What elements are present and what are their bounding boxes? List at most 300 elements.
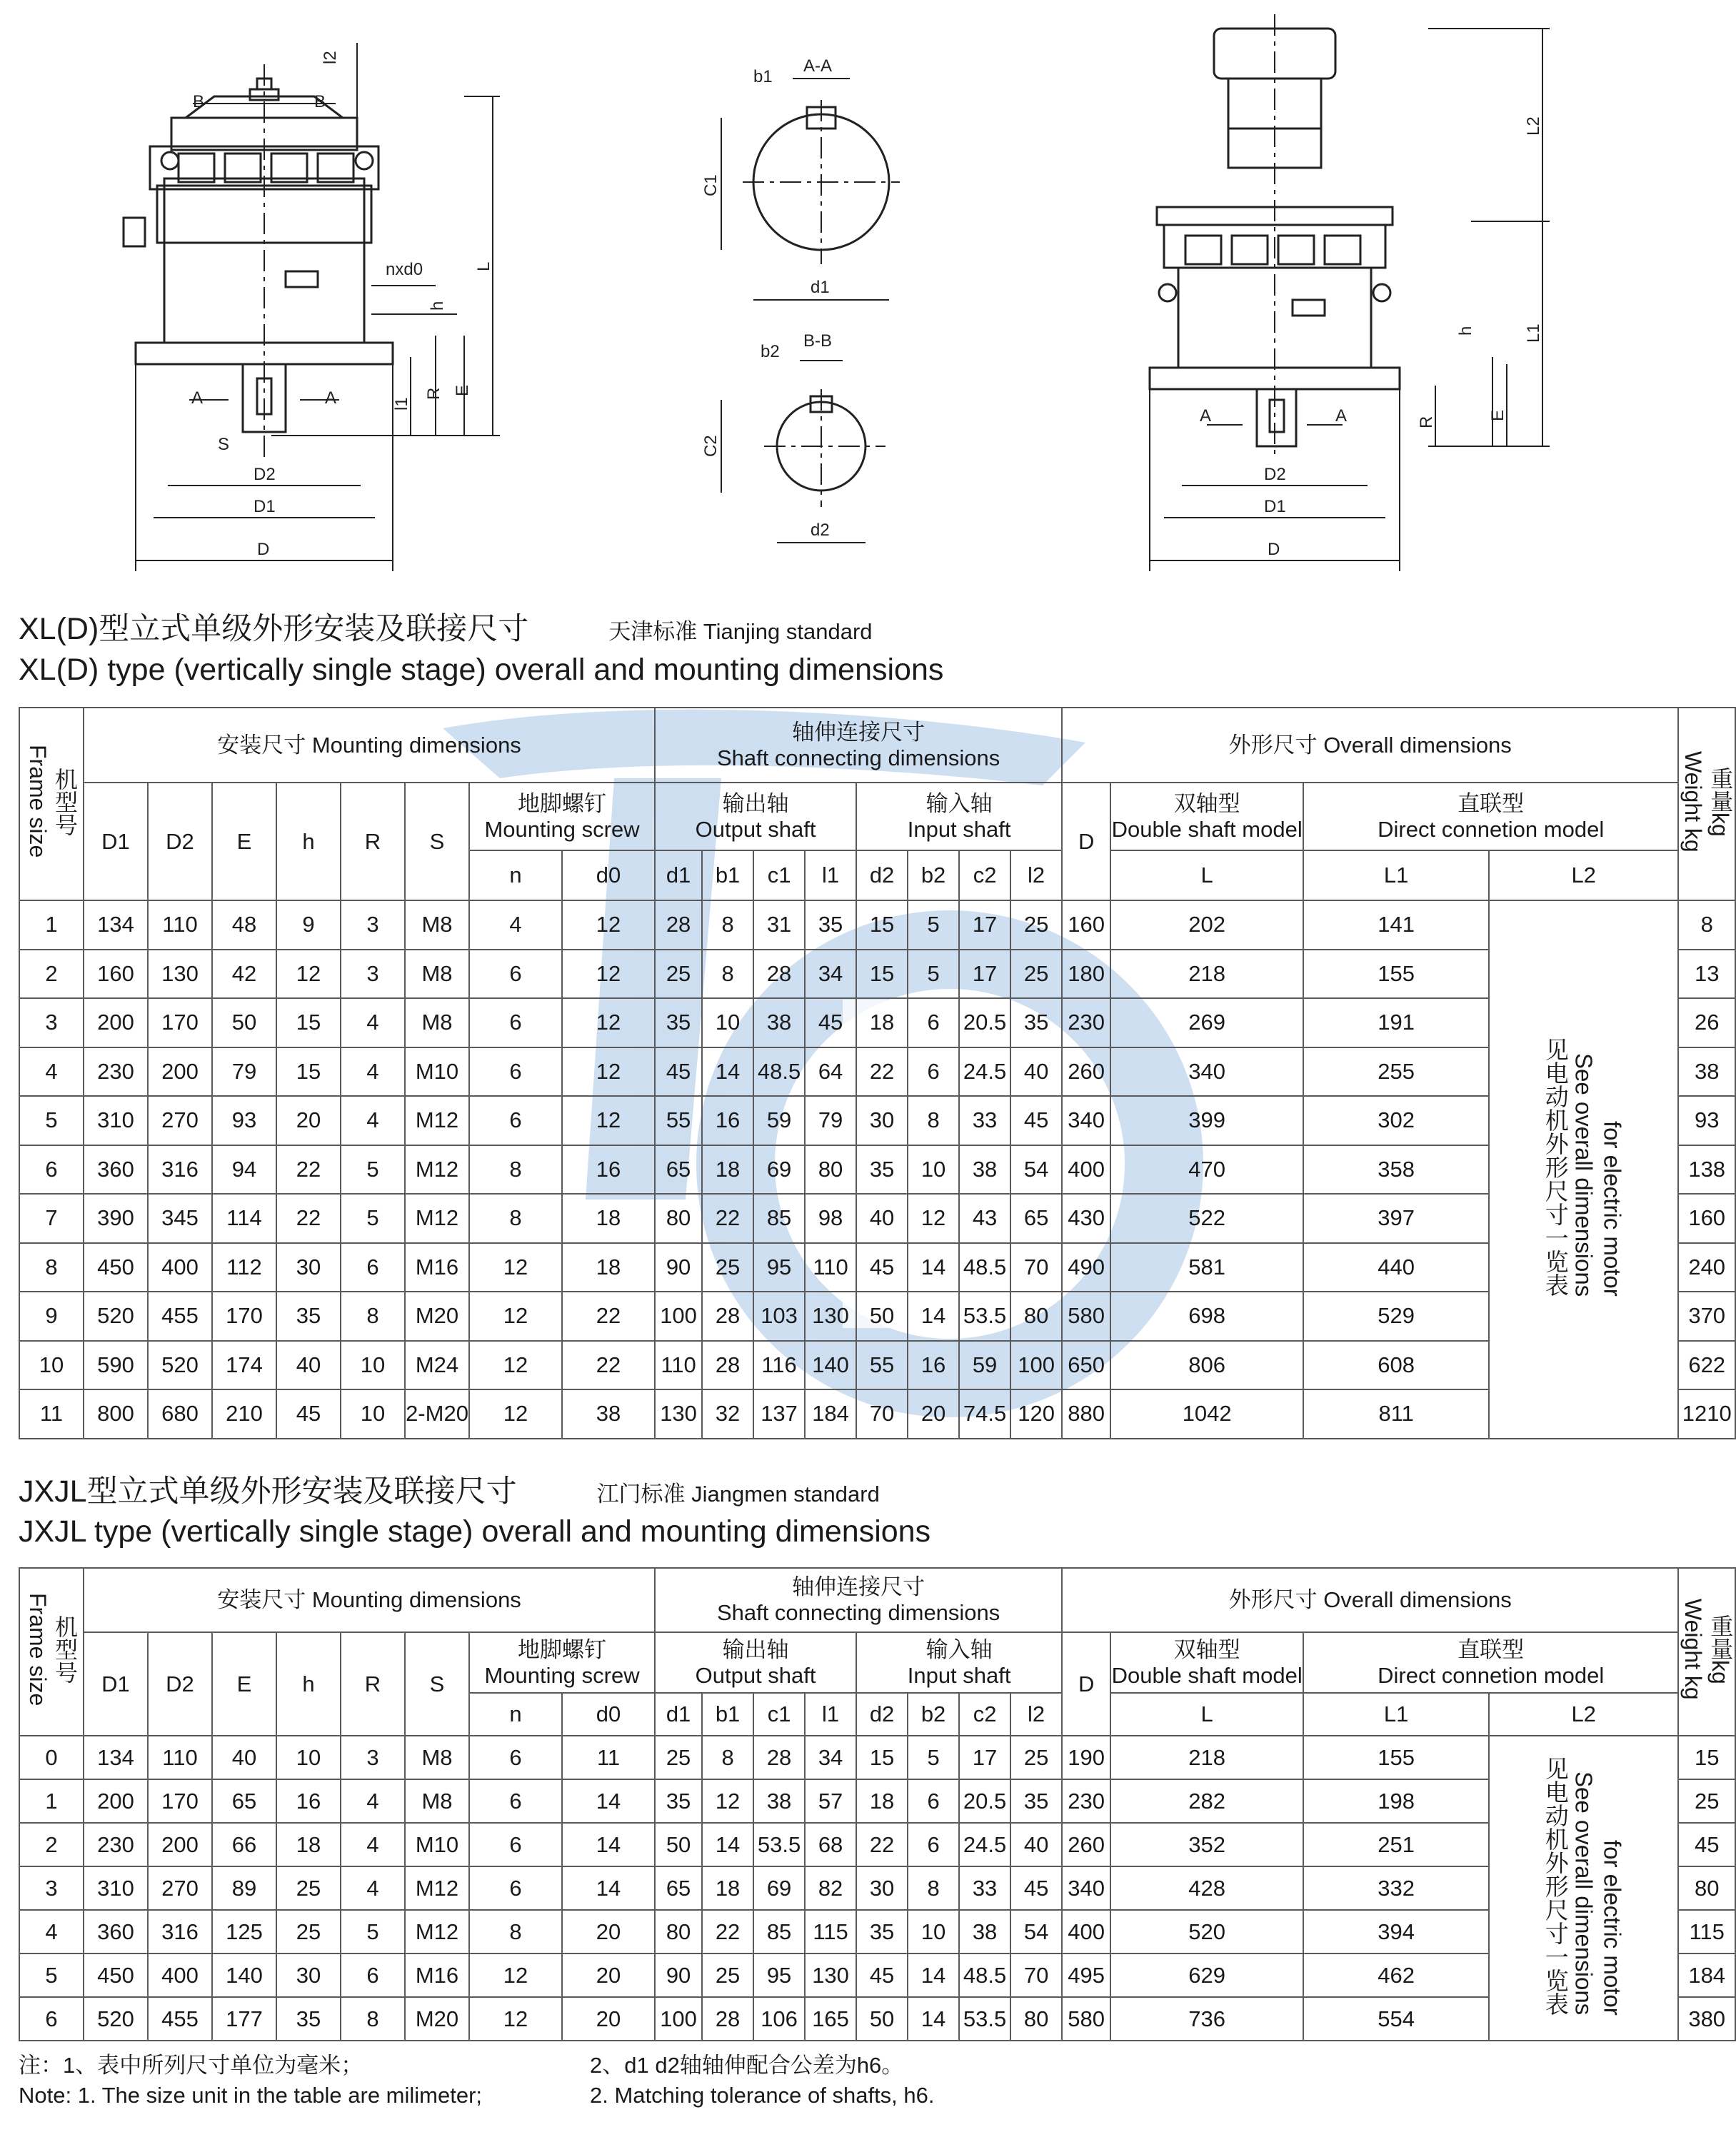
double-header (1110, 783, 1303, 850)
table-cell: 218 (1110, 950, 1303, 999)
table-cell: 251 (1303, 1823, 1489, 1866)
table-cell: 240 (1678, 1243, 1735, 1292)
table-cell: 53.5 (959, 1292, 1010, 1341)
table-cell: 22 (856, 1047, 908, 1097)
table-cell: 80 (1010, 1997, 1062, 2041)
table-cell: 12 (469, 1243, 562, 1292)
label-a-left-right: A (1200, 406, 1212, 426)
col-d2: d2 (856, 850, 908, 900)
label-C2: C2 (701, 435, 721, 457)
xl-standard: 天津标准 Tianjing standard (608, 619, 873, 644)
table-cell: 184 (805, 1389, 856, 1439)
table-cell: 32 (702, 1389, 753, 1439)
table-cell: 17 (959, 1736, 1010, 1779)
table-cell: 18 (702, 1145, 753, 1195)
table-cell: M20 (405, 1292, 469, 1341)
table-cell: 450 (84, 1954, 148, 1997)
table-cell: 394 (1303, 1910, 1489, 1954)
table-cell: 130 (148, 950, 212, 999)
table-cell: 6 (341, 1243, 405, 1292)
table-cell: 622 (1678, 1341, 1735, 1390)
table-cell: 6 (908, 1823, 959, 1866)
direct-en: Direct connetion model (1378, 1662, 1605, 1688)
table-cell: 4 (341, 1823, 405, 1866)
table-cell: 45 (655, 1047, 702, 1097)
table-cell: 12 (469, 1389, 562, 1439)
table-cell: 130 (805, 1954, 856, 1997)
table-cell: 18 (562, 1194, 655, 1243)
table-cell: 35 (1010, 998, 1062, 1047)
table-cell: 80 (655, 1910, 702, 1954)
table-cell: 6 (469, 1823, 562, 1866)
xl-title-en: XL(D) type (vertically single stage) overall and mounting dimensions (19, 653, 944, 687)
table-cell: 24.5 (959, 1047, 1010, 1097)
table-cell: M24 (405, 1341, 469, 1390)
table-cell: 6 (341, 1954, 405, 1997)
table-cell: 137 (753, 1389, 805, 1439)
table-cell: 18 (856, 1779, 908, 1823)
table-cell: 130 (655, 1389, 702, 1439)
table-cell: 1042 (1110, 1389, 1303, 1439)
col-d1: D1 (84, 1632, 148, 1736)
table-cell: 40 (856, 1194, 908, 1243)
output-en: Output shaft (695, 816, 816, 842)
table-cell: M8 (405, 1736, 469, 1779)
table-cell: 25 (655, 950, 702, 999)
table-cell: 430 (1062, 1194, 1110, 1243)
xl-title (19, 610, 873, 650)
table-cell: 54 (1010, 1910, 1062, 1954)
table-cell: 200 (84, 1779, 148, 1823)
table-cell: 28 (702, 1292, 753, 1341)
table-cell: 340 (1062, 1096, 1110, 1145)
table-cell: 90 (655, 1243, 702, 1292)
table-cell: 50 (856, 1997, 908, 2041)
col-s: S (405, 783, 469, 900)
table-cell: 6 (19, 1145, 84, 1195)
table-cell: 45 (856, 1954, 908, 1997)
col-c1: c1 (753, 1693, 805, 1736)
col-l1: l1 (805, 1693, 856, 1736)
table-cell: 4 (341, 1047, 405, 1097)
col-l2: l2 (1010, 850, 1062, 900)
weight-label: 重量kg Weight kg (1680, 1599, 1734, 1700)
motor-note-en2: for electric motor (1599, 1839, 1626, 2016)
table-row (19, 1096, 1735, 1145)
motor-note-cn: 见电动机外形尺寸一览表 (1542, 1756, 1569, 2016)
table-cell: 522 (1110, 1194, 1303, 1243)
table-cell: 2 (19, 1823, 84, 1866)
table-cell: 35 (655, 998, 702, 1047)
table-cell: M12 (405, 1866, 469, 1910)
table-cell: 45 (805, 998, 856, 1047)
table-cell: 25 (655, 1736, 702, 1779)
col-e: E (212, 1632, 276, 1736)
label-R-left: R (424, 387, 443, 400)
table-cell: 12 (562, 1096, 655, 1145)
table-cell: 14 (562, 1866, 655, 1910)
table-cell: 38 (753, 998, 805, 1047)
table-cell: 16 (276, 1779, 341, 1823)
table-cell: 6 (469, 950, 562, 999)
table-cell: 22 (702, 1194, 753, 1243)
table-cell: 65 (1010, 1194, 1062, 1243)
table-cell: 16 (562, 1145, 655, 1195)
table-cell: 811 (1303, 1389, 1489, 1439)
table-cell: 3 (19, 1866, 84, 1910)
col-d2: d2 (856, 1693, 908, 1736)
table-cell: 9 (276, 900, 341, 950)
table-cell: 50 (856, 1292, 908, 1341)
table-cell: 28 (702, 1341, 753, 1390)
table-cell: 310 (84, 1866, 148, 1910)
middle-section-drawings (721, 79, 900, 543)
col-c1: c1 (753, 850, 805, 900)
table-cell: M20 (405, 1997, 469, 2041)
label-d1: d1 (811, 278, 830, 297)
table-cell: 520 (84, 1292, 148, 1341)
table-cell: 30 (856, 1866, 908, 1910)
table-cell: 14 (908, 1292, 959, 1341)
table-cell: 8 (341, 1292, 405, 1341)
table-cell: 340 (1062, 1866, 1110, 1910)
input-cn: 输入轴 (925, 790, 993, 816)
shaft-header-en: Shaft connecting dimensions (716, 1600, 1000, 1625)
frame-size-label: 机型号 Frame size (25, 1592, 78, 1706)
table-cell: 106 (753, 1997, 805, 2041)
weight-header (1678, 1568, 1735, 1736)
table-cell: M8 (405, 1779, 469, 1823)
table-cell: 8 (702, 900, 753, 950)
table-cell: 20.5 (959, 1779, 1010, 1823)
table-cell: 10 (702, 998, 753, 1047)
table-cell: 9 (19, 1292, 84, 1341)
table-cell: 13 (1678, 950, 1735, 999)
input-cn: 输入轴 (925, 1636, 993, 1662)
table-cell: 22 (562, 1292, 655, 1341)
table-cell: M12 (405, 1145, 469, 1195)
label-b2: b2 (761, 342, 780, 361)
table-cell: 28 (655, 900, 702, 950)
table-cell: 8 (908, 1096, 959, 1145)
table-cell: 57 (805, 1779, 856, 1823)
direct-cn: 直联型 (1457, 790, 1525, 816)
table-cell: 5 (19, 1954, 84, 1997)
table-cell: 230 (1062, 1779, 1110, 1823)
table-cell: 14 (562, 1823, 655, 1866)
table-cell: 12 (562, 998, 655, 1047)
table-cell: 25 (276, 1866, 341, 1910)
table-cell: 33 (959, 1866, 1010, 1910)
col-h: h (276, 1632, 341, 1736)
output-cn: 输出轴 (722, 1636, 789, 1662)
screw-header (469, 783, 655, 850)
table-cell: 316 (148, 1145, 212, 1195)
xl-dimension-table (19, 707, 1736, 1439)
weight-label: 重量kg Weight kg (1680, 750, 1734, 853)
label-a-right-right: A (1335, 406, 1348, 426)
col-d: D (1062, 783, 1110, 900)
jxjl-standard: 江门标准 Jiangmen standard (596, 1482, 880, 1507)
table-cell: 177 (212, 1997, 276, 2041)
table-cell: M12 (405, 1194, 469, 1243)
col-l2: L2 (1489, 850, 1678, 900)
table-cell: 170 (148, 998, 212, 1047)
table-row (19, 1823, 1735, 1866)
table-cell: 125 (212, 1910, 276, 1954)
table-cell: 450 (84, 1243, 148, 1292)
table-cell: 31 (753, 900, 805, 950)
table-cell: 79 (212, 1047, 276, 1097)
table-cell: 160 (84, 950, 148, 999)
table-cell: 11 (562, 1736, 655, 1779)
table-cell: 170 (212, 1292, 276, 1341)
table-cell: 100 (655, 1997, 702, 2041)
direct-en: Direct connetion model (1378, 816, 1605, 842)
table-cell: 282 (1110, 1779, 1303, 1823)
table-cell: 316 (148, 1910, 212, 1954)
table-cell: 28 (753, 1736, 805, 1779)
table-cell: 12 (562, 950, 655, 999)
table-cell: 8 (19, 1243, 84, 1292)
table-cell: 12 (469, 1954, 562, 1997)
table-row (19, 1954, 1735, 1997)
table-cell: 200 (148, 1047, 212, 1097)
table-cell: 4 (19, 1910, 84, 1954)
table-cell: 22 (562, 1341, 655, 1390)
table-cell: 80 (1678, 1866, 1735, 1910)
table-cell: 6 (908, 998, 959, 1047)
table-row (19, 1292, 1735, 1341)
table-cell: 80 (1010, 1292, 1062, 1341)
double-header (1110, 1632, 1303, 1693)
motor-note-en1: See overall dimensions (1570, 1771, 1597, 2016)
table-cell: 85 (753, 1194, 805, 1243)
screw-cn: 地脚螺钉 (518, 790, 607, 816)
input-en: Input shaft (907, 816, 1011, 842)
table-row (19, 1341, 1735, 1390)
table-cell: 310 (84, 1096, 148, 1145)
table-cell: 93 (1678, 1096, 1735, 1145)
table-cell: 4 (341, 998, 405, 1047)
overall-header: 外形尺寸 Overall dimensions (1062, 1568, 1678, 1632)
table-cell: 82 (805, 1866, 856, 1910)
table-cell: 134 (84, 900, 148, 950)
table-cell: 230 (84, 1047, 148, 1097)
output-header (655, 783, 856, 850)
table-row (19, 1779, 1735, 1823)
right-motor-drawing (1150, 14, 1550, 571)
table-cell: 110 (655, 1341, 702, 1390)
col-h: h (276, 783, 341, 900)
table-cell: 6 (469, 1779, 562, 1823)
col-b2: b2 (908, 850, 959, 900)
table-cell: 12 (276, 950, 341, 999)
table-cell: 74.5 (959, 1389, 1010, 1439)
table-cell: 35 (805, 900, 856, 950)
table-cell: 400 (1062, 1910, 1110, 1954)
table-row (19, 950, 1735, 999)
table-cell: 59 (959, 1341, 1010, 1390)
table-cell: 11 (19, 1389, 84, 1439)
table-cell: 698 (1110, 1292, 1303, 1341)
table-cell: 6 (19, 1997, 84, 2041)
table-cell: 90 (655, 1954, 702, 1997)
table-cell: 45 (276, 1389, 341, 1439)
note-2-cn: 2、d1 d2轴轴伸配合公差为h6。 (590, 2053, 904, 2078)
col-d0: d0 (562, 850, 655, 900)
table-cell: 12 (908, 1194, 959, 1243)
table-cell: 70 (1010, 1243, 1062, 1292)
table-cell: 43 (959, 1194, 1010, 1243)
table-cell: 14 (562, 1779, 655, 1823)
label-D1-right: D1 (1264, 497, 1286, 516)
table-cell: 68 (805, 1823, 856, 1866)
col-d2: D2 (148, 1632, 212, 1736)
table-row (19, 1194, 1735, 1243)
col-l2: l2 (1010, 1693, 1062, 1736)
table-cell: 470 (1110, 1145, 1303, 1195)
table-cell: 255 (1303, 1047, 1489, 1097)
table-cell: 380 (1678, 1997, 1735, 2041)
table-cell: 110 (148, 1736, 212, 1779)
col-l: L (1110, 850, 1303, 900)
table-cell: 55 (655, 1096, 702, 1145)
table-cell: 50 (655, 1823, 702, 1866)
table-cell: 15 (856, 950, 908, 999)
table-cell: 736 (1110, 1997, 1303, 2041)
label-A-A: A-A (803, 56, 833, 76)
table-cell: 191 (1303, 998, 1489, 1047)
jxjl-title-cn: JXJL型立式单级外形安装及联接尺寸 (19, 1474, 517, 1509)
col-l1: L1 (1303, 850, 1489, 900)
table-cell: 16 (908, 1341, 959, 1390)
table-cell: 190 (1062, 1736, 1110, 1779)
table-cell: 6 (908, 1779, 959, 1823)
label-a-right: A (325, 388, 337, 408)
table-cell: 6 (469, 998, 562, 1047)
table-cell: 7 (19, 1194, 84, 1243)
table-cell: 880 (1062, 1389, 1110, 1439)
table-cell: 55 (856, 1341, 908, 1390)
table-cell: 40 (1010, 1823, 1062, 1866)
double-en: Double shaft model (1111, 1662, 1303, 1688)
table-cell: 6 (469, 1736, 562, 1779)
note-1-cn: 注：1、表中所列尺寸单位为毫米； (19, 2053, 363, 2078)
table-cell: 490 (1062, 1243, 1110, 1292)
table-cell: 12 (702, 1779, 753, 1823)
xl-title-cn: XL(D)型立式单级外形安装及联接尺寸 (19, 612, 529, 646)
table-cell: 230 (1062, 998, 1110, 1047)
technical-drawings (0, 0, 1685, 607)
frame-size-header (19, 708, 84, 900)
table-cell: 17 (959, 950, 1010, 999)
table-cell: 140 (805, 1341, 856, 1390)
table-cell: 198 (1303, 1779, 1489, 1823)
table-cell: 302 (1303, 1096, 1489, 1145)
table-cell: 165 (805, 1997, 856, 2041)
table-cell: 270 (148, 1866, 212, 1910)
label-L1-right: L1 (1524, 323, 1543, 343)
table-cell: 14 (908, 1954, 959, 1997)
table-cell: 20 (562, 1954, 655, 1997)
table-cell: 98 (805, 1194, 856, 1243)
table-cell: 520 (84, 1997, 148, 2041)
table-cell: 95 (753, 1243, 805, 1292)
table-cell: 10 (341, 1341, 405, 1390)
table-cell: 26 (1678, 998, 1735, 1047)
table-cell: 18 (276, 1823, 341, 1866)
table-cell: 5 (908, 900, 959, 950)
col-r: R (341, 1632, 405, 1736)
table-cell: 20 (276, 1096, 341, 1145)
table-cell: 35 (276, 1997, 341, 2041)
table-cell: 8 (1678, 900, 1735, 950)
screw-header (469, 1632, 655, 1693)
label-D-right: D (1268, 540, 1280, 559)
label-d2: d2 (811, 521, 830, 540)
table-cell: 35 (655, 1779, 702, 1823)
motor-note (1489, 900, 1678, 1439)
table-cell: 34 (805, 1736, 856, 1779)
table-cell: 580 (1062, 1292, 1110, 1341)
table-row (19, 1910, 1735, 1954)
table-cell: 202 (1110, 900, 1303, 950)
table-cell: 134 (84, 1736, 148, 1779)
table-cell: 38 (1678, 1047, 1735, 1097)
table-cell: 14 (702, 1823, 753, 1866)
table-cell: 40 (1010, 1047, 1062, 1097)
label-a-left: A (191, 388, 204, 408)
table-cell: 5 (908, 1736, 959, 1779)
table-cell: 8 (702, 950, 753, 999)
table-cell: 0 (19, 1736, 84, 1779)
table-cell: 25 (1010, 950, 1062, 999)
table-row (19, 1243, 1735, 1292)
table-cell: 8 (469, 1910, 562, 1954)
table-cell: 25 (276, 1910, 341, 1954)
label-b-left: B (193, 92, 205, 111)
table-cell: 112 (212, 1243, 276, 1292)
table-cell: 12 (562, 1047, 655, 1097)
table-cell: 30 (276, 1954, 341, 1997)
col-l1: L1 (1303, 1693, 1489, 1736)
table-cell: 33 (959, 1096, 1010, 1145)
col-l1: l1 (805, 850, 856, 900)
label-L: L (474, 261, 493, 271)
table-cell: 520 (148, 1341, 212, 1390)
table-cell: 20 (562, 1910, 655, 1954)
table-row (19, 1389, 1735, 1439)
table-cell: 210 (212, 1389, 276, 1439)
table-cell: 3 (341, 900, 405, 950)
table-cell: 28 (702, 1997, 753, 2041)
table-cell: 25 (702, 1954, 753, 1997)
table-cell: 5 (341, 1910, 405, 1954)
table-cell: 22 (276, 1145, 341, 1195)
table-cell: 79 (805, 1096, 856, 1145)
table-cell: 495 (1062, 1954, 1110, 1997)
table-cell: 25 (702, 1243, 753, 1292)
mounting-header: 安装尺寸 Mounting dimensions (84, 1568, 655, 1632)
table-cell: 529 (1303, 1292, 1489, 1341)
label-l2-small: l2 (321, 51, 340, 64)
label-nxd0: nxd0 (386, 260, 423, 279)
table-cell: 160 (1678, 1194, 1735, 1243)
double-cn: 双轴型 (1173, 790, 1240, 816)
table-cell: 94 (212, 1145, 276, 1195)
table-cell: 54 (1010, 1145, 1062, 1195)
